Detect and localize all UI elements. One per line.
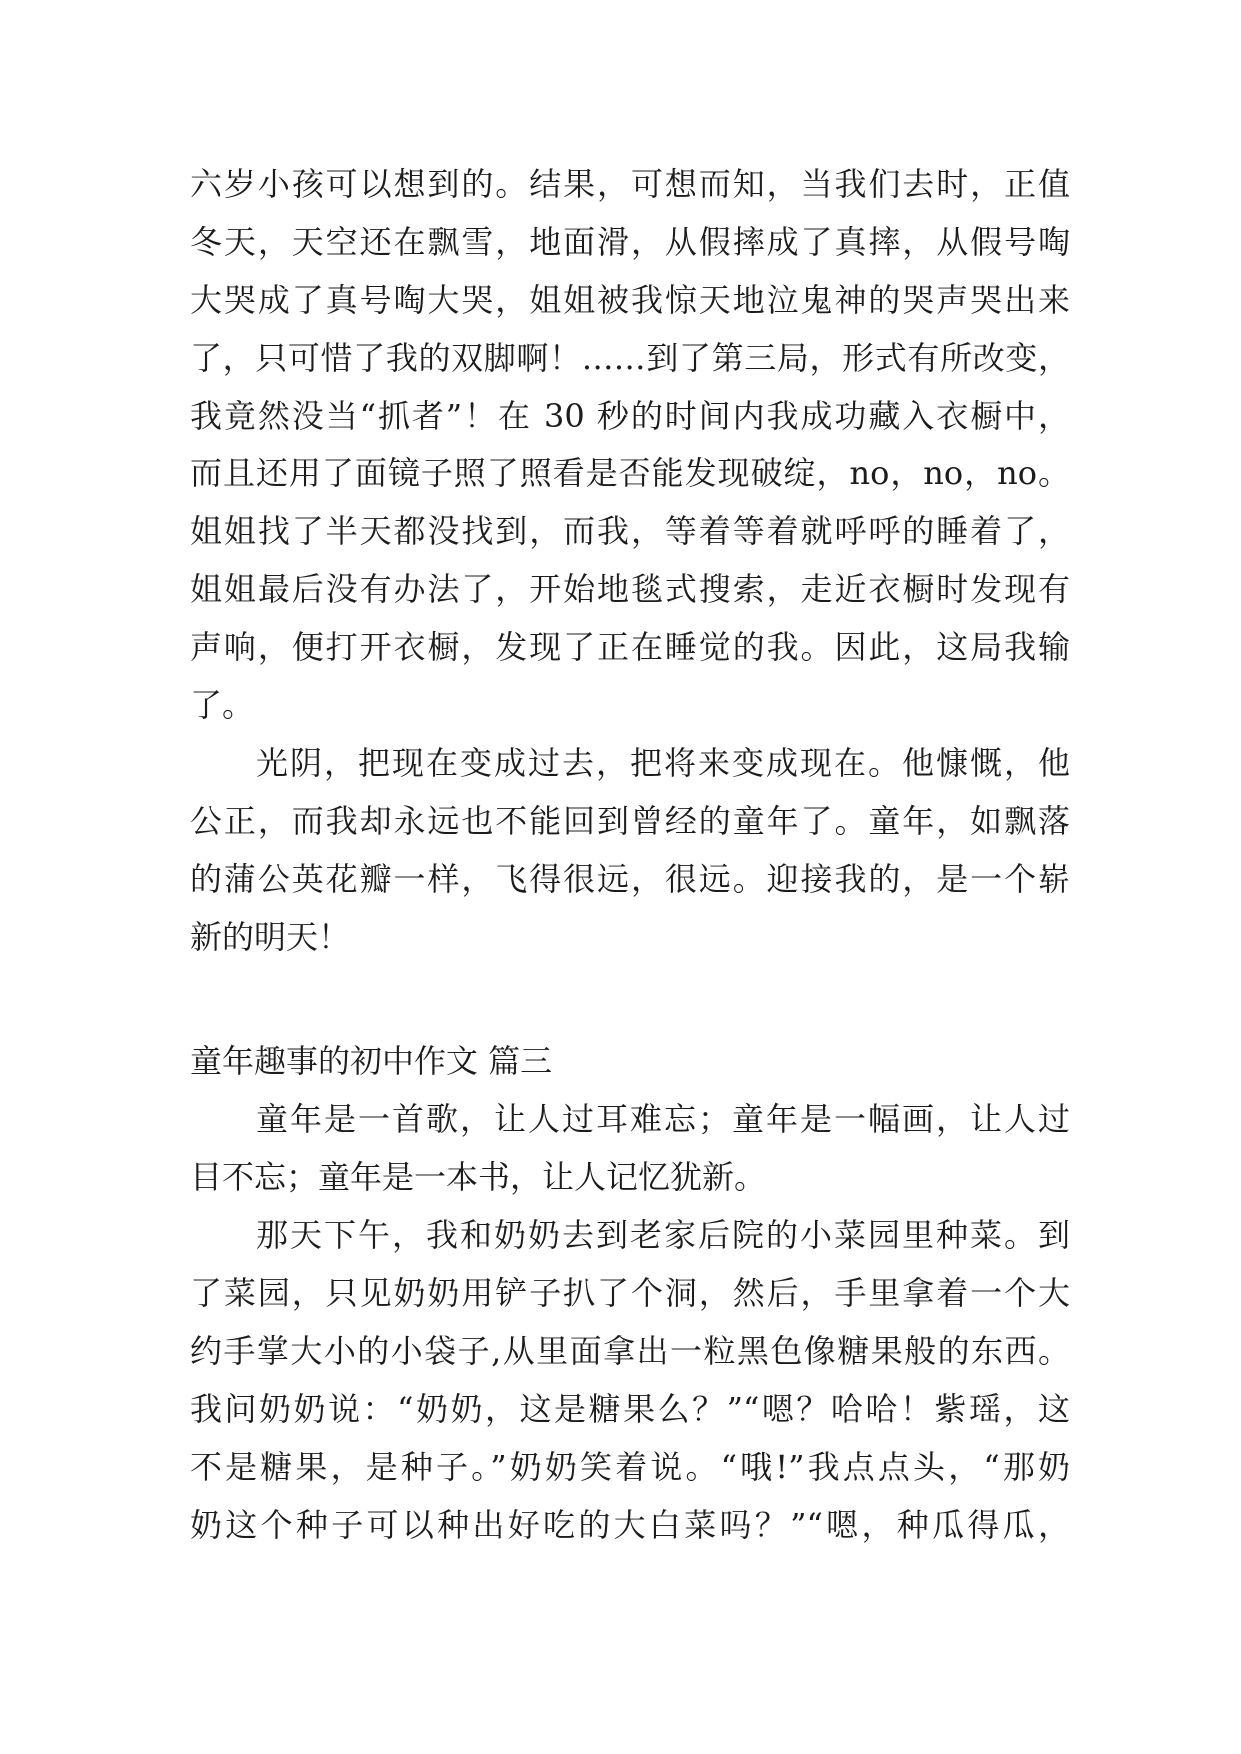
body-line: 目不忘；童年是一本书，让人记忆犹新。 (190, 1158, 767, 1196)
body-line: 童年是一首歌，让人过耳难忘；童年是一幅画，让人过 (256, 1100, 1070, 1138)
body-line: 约手掌大小的小袋子,从里面拿出一粒黑色像糖果般的东西。 (190, 1332, 1070, 1370)
body-line: 公正，而我却永远也不能回到曾经的童年了。童年，如飘落 (190, 802, 1070, 840)
body-line: 那天下午，我和奶奶去到老家后院的小菜园里种菜。到 (256, 1216, 1070, 1254)
body-line: 姐姐找了半天都没找到，而我，等着等着就呼呼的睡着了， (190, 512, 1070, 550)
body-line: 奶这个种子可以种出好吃的大白菜吗？”“嗯，种瓜得瓜， (190, 1506, 1070, 1544)
body-line: 我问奶奶说：“奶奶，这是糖果么？”“嗯？哈哈！紫瑶，这 (190, 1390, 1070, 1428)
body-line: 光阴，把现在变成过去，把将来变成现在。他慷慨，他 (256, 744, 1070, 782)
body-line: 不是糖果，是种子。”奶奶笑着说。“哦!”我点点头，“那奶 (190, 1448, 1070, 1486)
body-line: 的蒲公英花瓣一样，飞得很远，很远。迎接我的，是一个崭 (190, 860, 1070, 898)
body-line: 六岁小孩可以想到的。结果，可想而知，当我们去时，正值 (190, 165, 1070, 203)
body-line: 声响，便打开衣橱，发现了正在睡觉的我。因此，这局我输 (190, 628, 1070, 666)
body-line: 而且还用了面镜子照了照看是否能发现破绽，no，no，no。 (190, 454, 1070, 492)
body-line: 我竟然没当“抓者”！在 30 秒的时间内我成功藏入衣橱中， (190, 397, 1070, 435)
body-line: 大哭成了真号啕大哭，姐姐被我惊天地泣鬼神的哭声哭出来 (190, 281, 1070, 319)
section-heading: 童年趣事的初中作文 篇三 (190, 1042, 553, 1080)
body-line: 了菜园，只见奶奶用铲子扒了个洞，然后，手里拿着一个大 (190, 1274, 1070, 1312)
body-line: 了。 (190, 686, 255, 724)
body-line: 姐姐最后没有办法了，开始地毯式搜索，走近衣橱时发现有 (190, 570, 1070, 608)
body-line: 冬天，天空还在飘雪，地面滑，从假摔成了真摔，从假号啕 (190, 223, 1070, 261)
body-line: 了，只可惜了我的双脚啊！……到了第三局，形式有所改变， (190, 339, 1070, 377)
body-line: 新的明天！ (190, 918, 351, 956)
